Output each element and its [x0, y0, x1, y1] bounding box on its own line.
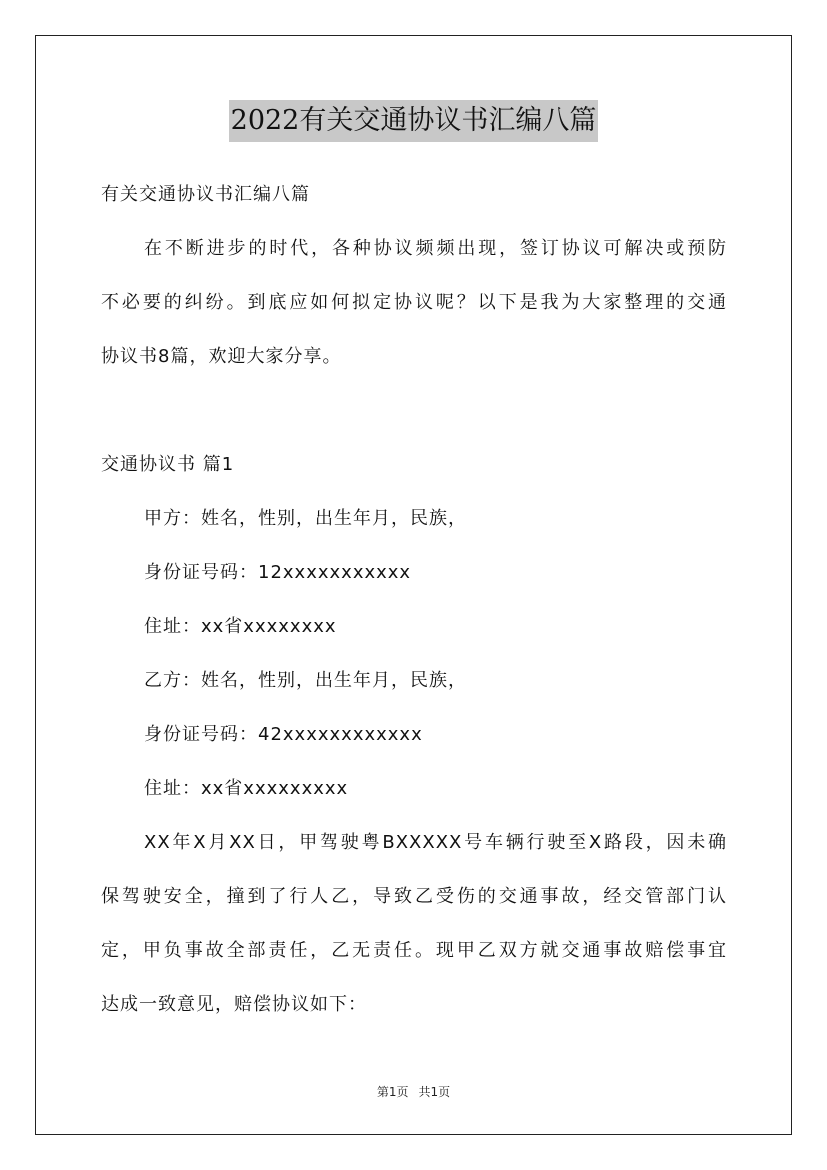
page-number: 第1页 [376, 1085, 409, 1099]
intro-line-2: 不必要的纠纷。到底应如何拟定协议呢？以下是我为大家整理的交通 [101, 292, 727, 313]
page-total: 共1页 [418, 1085, 451, 1099]
party-b-address: 住址：xx省xxxxxxxxx [144, 778, 349, 799]
intro-line-3: 协议书8篇，欢迎大家分享。 [101, 346, 342, 367]
party-a-address: 住址：xx省xxxxxxxx [144, 616, 337, 637]
intro-line-1: 在不断进步的时代，各种协议频频出现，签订协议可解决或预防 [144, 238, 727, 259]
body-line-3: 定，甲负事故全部责任，乙无责任。现甲乙双方就交通事故赔偿事宜 [101, 940, 727, 961]
party-a-info: 甲方：姓名，性别，出生年月，民族， [144, 508, 467, 529]
body-line-2: 保驾驶安全，撞到了行人乙，导致乙受伤的交通事故，经交管部门认 [101, 886, 727, 907]
party-b-info: 乙方：姓名，性别，出生年月，民族， [144, 670, 467, 691]
document-subtitle: 有关交通协议书汇编八篇 [101, 184, 310, 205]
party-b-id: 身份证号码：42xxxxxxxxxxxx [144, 724, 423, 745]
body-line-4: 达成一致意见，赔偿协议如下： [101, 994, 367, 1015]
title-area [0, 100, 827, 142]
document-title: 2022有关交通协议书汇编八篇 [229, 100, 599, 142]
page-footer [0, 1084, 827, 1100]
body-line-1: XX年X月XX日，甲驾驶粤BXXXXX号车辆行驶至X路段，因未确 [144, 832, 727, 853]
section-heading: 交通协议书 篇1 [101, 454, 235, 475]
party-a-id: 身份证号码：12xxxxxxxxxxx [144, 562, 412, 583]
